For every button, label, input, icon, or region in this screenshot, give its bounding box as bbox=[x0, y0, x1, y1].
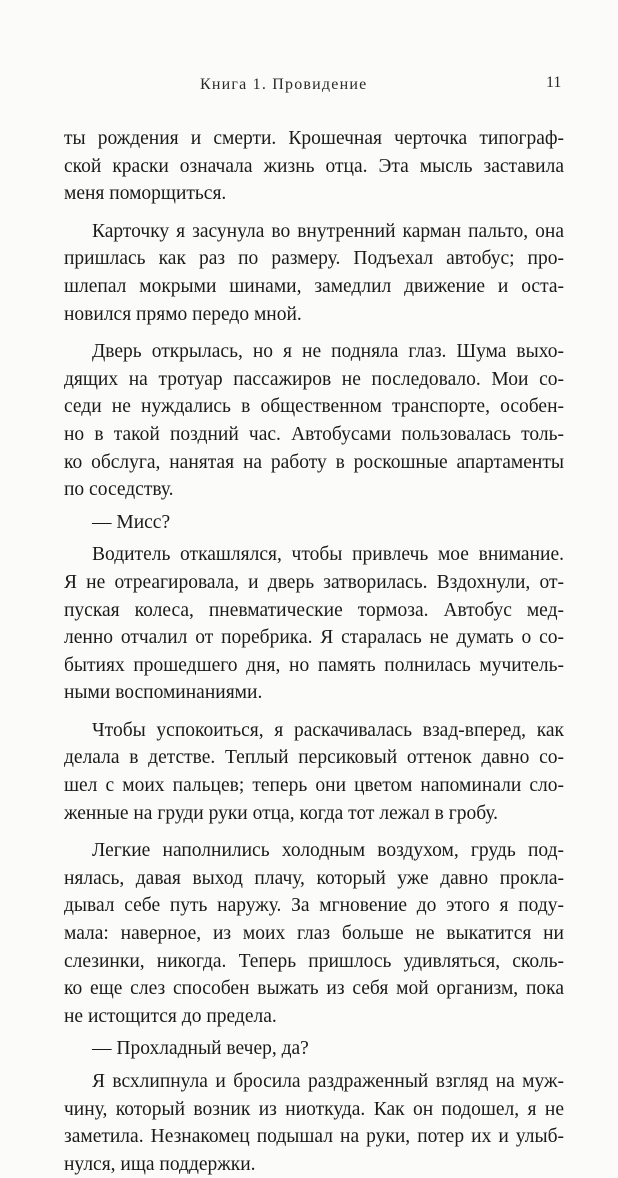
text-line: не истощится до предела. bbox=[64, 1005, 277, 1027]
text-line: меня поморщиться. bbox=[64, 183, 227, 205]
text-line: — Мисс? bbox=[92, 511, 171, 533]
paragraph bbox=[64, 218, 564, 328]
text-line: шел с моих пальцев; теперь они цветом напоминали сло- bbox=[64, 775, 564, 797]
text-line: Я не отреагировала, и дверь затворилась. Вздохнули, от- bbox=[64, 571, 564, 593]
text-line: ко обслуга, нанятая на работу в роскошные апартаменты bbox=[64, 451, 564, 473]
paragraph bbox=[64, 717, 564, 827]
running-title: Книга 1. Провидение bbox=[200, 76, 368, 93]
text-line: Водитель откашлялся, чтобы привлечь мое внимание. bbox=[92, 544, 564, 566]
text-line: чину, который возник из ниоткуда. Как он подошел, я не bbox=[64, 1098, 564, 1120]
text-line: ленно отчалил от поребрика. Я старалась не думать о со- bbox=[64, 627, 564, 649]
text-line: ными воспоминаниями. bbox=[64, 682, 263, 704]
text-line: седи не нуждались в общественном транспорте, особен- bbox=[64, 396, 564, 418]
text-line: но в такой поздний час. Автобусами пользовалась толь- bbox=[64, 423, 564, 445]
text-line: по соседству. bbox=[64, 479, 174, 501]
text-line: пуская колеса, пневматические тормоза. Автобус мед- bbox=[64, 599, 564, 621]
text-line: заметила. Незнакомец подышал на руки, потер их и улыб- bbox=[64, 1126, 564, 1148]
text-line: женные на груди руки отца, когда тот лежал в гробу. bbox=[64, 802, 499, 824]
paragraph bbox=[64, 338, 564, 504]
paragraph bbox=[64, 837, 564, 1030]
text-line: Я всхлипнула и бросила раздраженный взгляд на муж- bbox=[92, 1071, 564, 1092]
dialogue-line bbox=[64, 509, 564, 537]
text-line: дывал себе путь наружу. За мгновение до этого я поду- bbox=[64, 895, 564, 917]
text-line: слезинки, никогда. Теперь пришлось удивляться, сколь- bbox=[64, 950, 564, 972]
paragraph bbox=[64, 541, 564, 707]
text-line: делала в детстве. Теплый персиковый оттенок давно со- bbox=[64, 747, 564, 769]
body-text bbox=[64, 125, 564, 1178]
text-line: мала: наверное, из моих глаз больше не выкатится ни bbox=[64, 923, 564, 945]
paragraph bbox=[64, 125, 564, 208]
text-line: ской краски означала жизнь отца. Эта мысль заставила bbox=[64, 155, 564, 177]
text-line: ко еще слез способен выжать из себя мой организм, пока bbox=[64, 978, 564, 1000]
text-line: — Прохладный вечер, да? bbox=[92, 1038, 309, 1060]
text-line: Чтобы успокоиться, я раскачивалась взад-вперед, как bbox=[92, 719, 564, 741]
text-line: бытиях прошедшего дня, но память полнилась мучитель- bbox=[64, 654, 564, 676]
text-line: новился прямо передо мной. bbox=[64, 303, 302, 325]
text-line: шлепал мокрыми шинами, замедлил движение и оста- bbox=[64, 275, 564, 297]
text-line: Дверь открылась, но я не подняла глаз. Шума выхо- bbox=[92, 341, 564, 363]
paragraph bbox=[64, 1068, 564, 1178]
text-line: дящих на тротуар пассажиров не последовало. Мои со- bbox=[64, 368, 564, 390]
page-number: 11 bbox=[546, 74, 562, 91]
text-line: ты рождения и смерти. Крошечная черточка типограф- bbox=[64, 128, 564, 149]
text-line: пришлась как раз по размеру. Подъехал автобус; про- bbox=[64, 248, 564, 270]
text-line: Легкие наполнились холодным воздухом, грудь под- bbox=[92, 840, 564, 862]
text-line: нялась, давая выход плачу, который уже давно прокла- bbox=[64, 867, 564, 889]
dialogue-line bbox=[64, 1035, 564, 1063]
text-line: Карточку я засунула во внутренний карман пальто, она bbox=[92, 220, 564, 242]
text-line: нулся, ища поддержки. bbox=[64, 1153, 256, 1175]
